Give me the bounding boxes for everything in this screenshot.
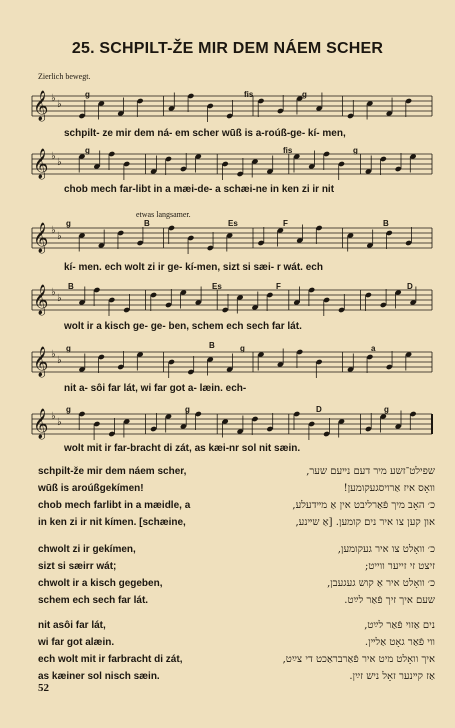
chord-label: g [66,344,71,353]
svg-text:𝄞: 𝄞 [33,347,49,377]
verse-line-latin: sizt si sæirr wát; [38,561,117,572]
svg-text:♭: ♭ [51,411,56,422]
svg-text:♭: ♭ [51,225,56,236]
chord-label: F [276,282,281,291]
verse-line-yiddish: נים אַזוי פֿאַר לײַט, [364,620,435,631]
chord-label: g [353,146,358,155]
chord-label: g [85,146,90,155]
page-number: 52 [38,682,49,694]
verse-line-latin: chwolt ir a kisch gegeben, [38,578,163,589]
lyric-line: nit a- sôi far lát, wi far got a- læin. ech- [64,383,247,394]
chord-label: B [144,219,150,228]
svg-text:♭: ♭ [57,355,62,366]
lyric-line: kí- men. ech wolt zi ir ge- kí-men, sizt si sæi- r wát. ech [64,262,323,273]
verse-line-yiddish: ווי פֿאַר גאָט אַלײן. [364,637,435,648]
chord-label: g [85,90,90,99]
chord-label: B [209,341,215,350]
verse-line-latin: chob mech farlibt in a mæidle, a [38,500,191,511]
verse-line-yiddish: כ׳ וואָלט צו איר געקומען, [337,544,435,555]
verse-line-latin: chwolt zi ir gekímen, [38,544,136,555]
verse-line-yiddish: איך וואָלט מיט איר פֿאַרבראַכט די צײַט, [282,654,435,665]
verse-line-latin: in ken zi ir nit kímen. [schæine, [38,517,186,528]
chord-label: Es [228,219,238,228]
svg-text:♭: ♭ [57,293,62,304]
chord-label: fis [244,90,254,99]
svg-text:𝄞: 𝄞 [33,223,49,253]
chord-label: D [316,405,322,414]
chord-label: F [283,219,288,228]
verse-line-yiddish: שעם איך זיך פֿאַר לײַט. [344,595,435,606]
chord-label: g [66,405,71,414]
verse-line-latin: wūß is aroúßgekímen! [38,483,144,494]
lyric-line: chob mech far-libt in a mæi-de- a schæi-ne in ken zi ir nit [64,184,335,195]
chord-label: a [371,344,376,353]
verse-line-latin: ech wolt mit ir farbracht di zát, [38,654,183,665]
chord-label: Es [212,282,222,291]
chord-label: B [68,282,74,291]
verse-line-latin: as kæiner sol nisch sæin. [38,671,160,682]
svg-text:♭: ♭ [51,151,56,162]
svg-text:♭: ♭ [51,287,56,298]
svg-text:𝄞: 𝄞 [33,91,49,121]
verse-line-yiddish: און קען צו איר נים קומען. [אַ שײנע, [295,517,435,528]
verse-line-latin: wi far got alæin. [38,637,115,648]
chord-label: g [240,344,245,353]
chord-label: g [66,219,71,228]
svg-text:♭: ♭ [51,93,56,104]
song-title: 25. SCHPILT-ŽE MIR DEM NÁEM SCHER [71,40,384,57]
verse-line-latin: schem ech sech far lát. [38,595,149,606]
verse-line-yiddish: כ׳ וואָלט איר אַ קוש געגעבן, [327,578,435,589]
svg-text:♭: ♭ [57,231,62,242]
svg-text:♭: ♭ [57,99,62,110]
verse-line-yiddish: זיצט זי זייער ווייט; [364,561,435,572]
svg-text:♭: ♭ [57,417,62,428]
chord-label: D [407,282,413,291]
lyric-line: wolt mit ir far-bracht di zát, as kæi-nr sol nit sæin. [64,443,301,454]
chord-label: g [384,405,389,414]
tempo-marking-slower: etwas langsamer. [136,210,191,219]
svg-text:𝄞: 𝄞 [33,409,49,439]
verse-line-latin: nit asôi far lát, [38,620,106,631]
chord-label: fis [283,146,293,155]
lyric-line: schpilt- ze mir dem ná- em scher wūß is a-roúß-ge- kí- men, [64,128,346,139]
svg-text:♭: ♭ [57,157,62,168]
verse-line-latin: schpilt-že mir dem náem scher, [38,466,187,477]
chord-label: B [383,219,389,228]
verse-line-yiddish: אַז קײנער זאָל ניש זײַן. [349,671,435,682]
tempo-marking: Zierlich bewegt. [38,72,91,81]
svg-text:𝄞: 𝄞 [33,285,49,315]
verse-line-yiddish: כ׳ האָב מיך פֿאַרליבט אין אַ מײדעלע, [292,500,435,511]
lyric-line: wolt ir a kisch ge- ge- ben, schem ech sech far lát. [64,321,302,332]
svg-text:𝄞: 𝄞 [33,149,49,179]
verse-line-yiddish: שפילט־זשע מיר דעם נײעם שער, [306,466,435,477]
chord-label: g [302,90,307,99]
chord-label: g [185,405,190,414]
verse-line-yiddish: וואָס איז אַרויסגעקומען! [343,483,435,494]
svg-text:♭: ♭ [51,349,56,360]
